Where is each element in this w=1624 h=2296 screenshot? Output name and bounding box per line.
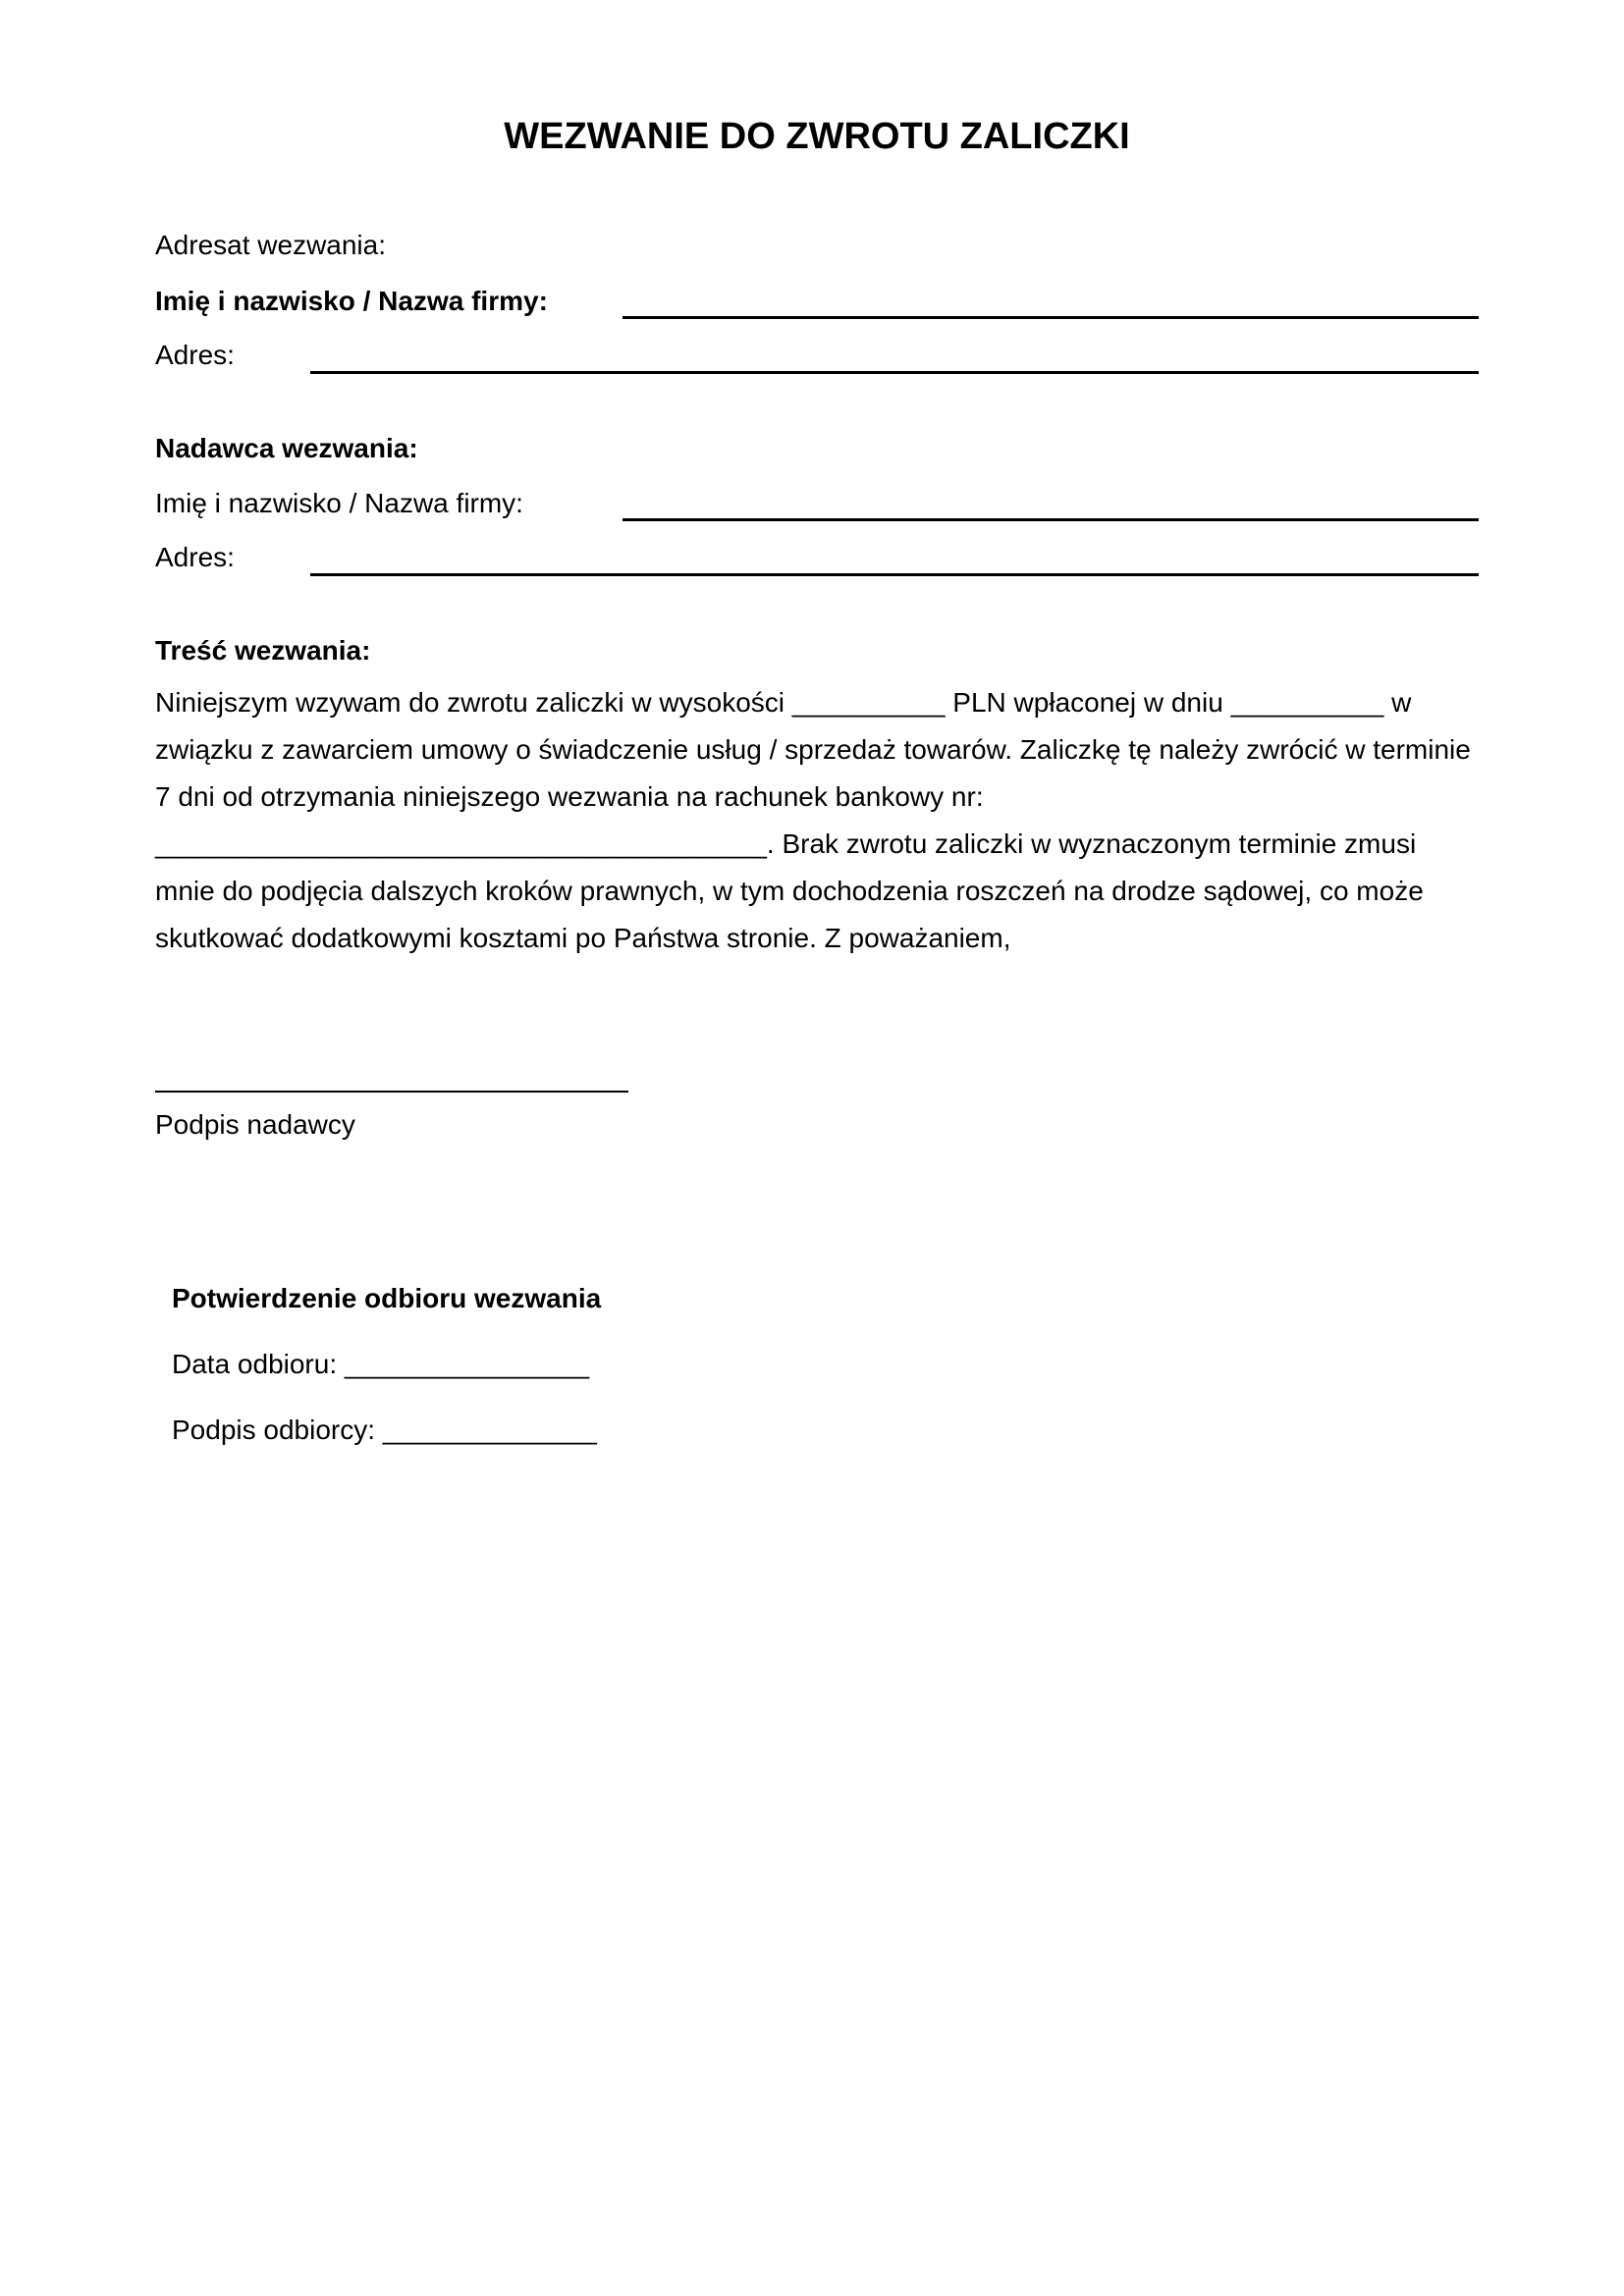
signature-line	[155, 1091, 628, 1093]
sender-heading: Nadawca wezwania:	[155, 433, 418, 463]
sender-address-label: Adres:	[155, 542, 235, 572]
recipient-name-label: Imię i nazwisko / Nazwa firmy:	[155, 286, 548, 316]
content-line: ________________________________________. Brak zwrotu zaliczki w wyznaczonym terminie zmusi	[155, 828, 1417, 859]
document-title: WEZWANIE DO ZWROTU ZALICZKI	[504, 116, 1130, 157]
sender-address-line	[310, 573, 1479, 576]
recipient-address-label: Adres:	[155, 340, 235, 370]
sender-name-line	[623, 518, 1479, 521]
recipient-heading: Adresat wezwania:	[155, 230, 387, 260]
receipt-date-label: Data odbioru: ________________	[172, 1349, 590, 1379]
content-line: 7 dni od otrzymania niniejszego wezwania na rachunek bankowy nr:	[155, 781, 984, 812]
content-line: związku z zawarciem umowy o świadczenie usług / sprzedaż towarów. Zaliczkę tę należy zwrócić w terminie	[155, 734, 1471, 765]
content-line: Niniejszym wzywam do zwrotu zaliczki w wysokości __________ PLN wpłaconej w dniu __________ w	[155, 687, 1412, 718]
recipient-name-line	[623, 316, 1479, 319]
signature-label: Podpis nadawcy	[155, 1109, 355, 1140]
receipt-heading: Potwierdzenie odbioru wezwania	[172, 1283, 602, 1313]
content-body	[155, 679, 1481, 962]
content-line: skutkować dodatkowymi kosztami po Państwa stronie. Z poważaniem,	[155, 923, 1011, 953]
sender-name-label: Imię i nazwisko / Nazwa firmy:	[155, 488, 523, 518]
content-line: mnie do podjęcia dalszych kroków prawnych, w tym dochodzenia roszczeń na drodze sądowej, co może	[155, 876, 1424, 906]
content-heading: Treść wezwania:	[155, 635, 371, 666]
recipient-address-line	[310, 371, 1479, 374]
receipt-signature-label: Podpis odbiorcy: ______________	[172, 1415, 597, 1445]
